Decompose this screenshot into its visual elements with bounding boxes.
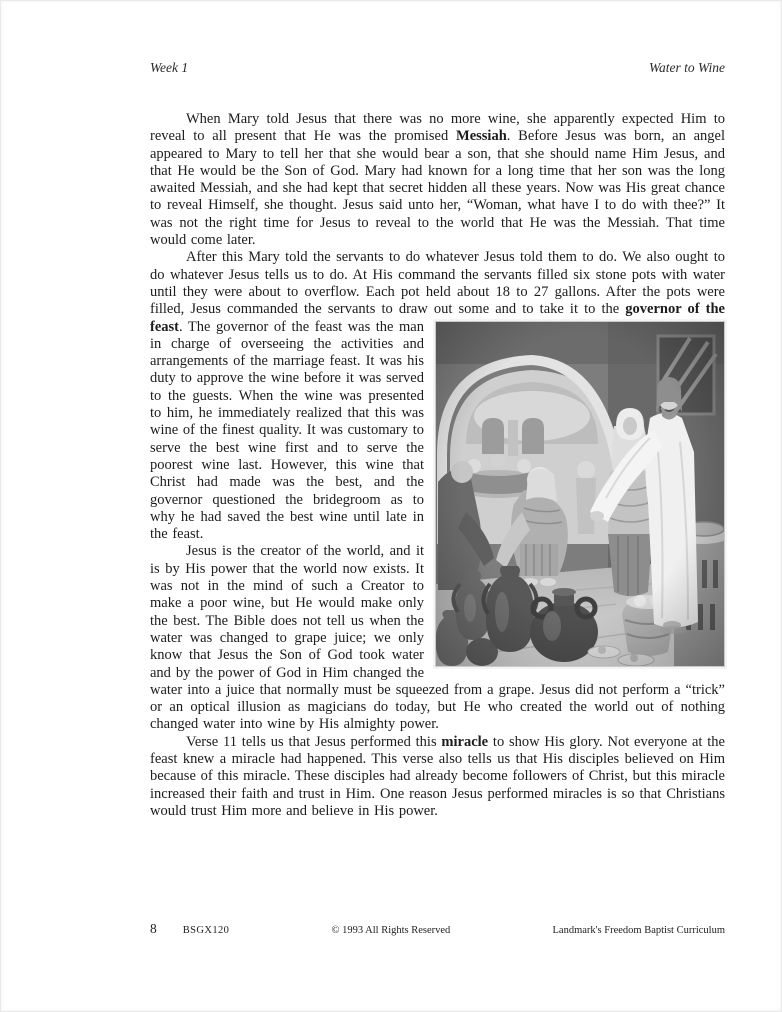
body-text [150,111,725,820]
text-segment-bold: miracle [441,733,489,750]
cana-miracle-artwork [436,322,724,666]
paragraph [150,111,725,249]
header-title: Water to Wine [649,60,725,75]
text-segment: . The governor of the feast was the man in charge of overseeing the activities and arrangements of the marriage feast. It was his duty to approve the wine before it was served to the guests. When the wine was presented to him, he immediately realized that this was wine of the finest quality. It was customary to serve the best wine first and to serve the poorest wine last. However, this wine that Christ had made was the best, and the governor questioned the bridegroom as to why he had saved the best wine until late in the feast. [150,318,424,543]
text-segment: to show His glory. Not everyone at the feast knew a miracle had happened. This verse also tells us that His disciples believed on Him because of this miracle. These disciples had already become followers of Christ, but this miracle increased their faith and trust in Him. One reason Jesus performed miracles is so that Christians would trust Him more and believe in His power. [150,733,725,819]
text-segment: . Before Jesus was born, an angel appeared to Mary to tell her that she would bear a son, that she should name Him Jesus, and that He would be the Son of God. Mary had known for a long time that her son was the long awaited Messiah, and she had kept that secret hidden all these years. Now was His great chance to reveal Himself, she thought. Jesus said unto her, “Woman, what have I to do with thee?” It was not the right time for Jesus to reveal to the world that He was the Messiah. That time would come later. [150,128,726,249]
text-segment: After this Mary told the servants to do whatever Jesus told them to do. We also ought to do whatever Jesus tells us to do. At His command the servants filled six stone pots with water until they were about to overflow. Each pot held about 18 to 27 gallons. After the pots were filled, Jesus commanded the servants to draw out some and to take it to the [150,249,725,318]
footer-left-group [150,921,229,937]
page-footer [150,921,725,937]
text-segment-bold: Messiah [456,128,507,145]
page-number: 8 [150,921,157,936]
text-segment: When Mary told Jesus that there was no more wine, she apparently expected Him to reveal to all present that He was the promised [150,111,725,145]
paragraph [150,734,725,820]
page-header [150,60,725,76]
text-segment-bold: governor of the feast [150,301,725,335]
curriculum-code: BSGX120 [182,925,230,936]
cana-miracle-illustration [435,321,725,667]
paragraph [150,249,725,543]
text-segment: Verse 11 tells us that Jesus performed this [186,733,442,750]
copyright-notice: © 1993 All Rights Reserved [331,925,451,936]
publisher-name: Landmark's Freedom Baptist Curriculum [552,925,725,936]
header-week-label: Week 1 [150,60,189,75]
text-segment: Jesus is the creator of the world, and it is by His power that the world now exists. It was not in the mind of such a Creator to make a poor wine, but He would make only the best. The Bible does not tell us when the water was changed to grape juice; we only know that Jesus the Son of God took water and by the power of God in Him changed the water into a juice that normally must be squeezed from a grape. Jesus did not perform a “trick” or an optical illusion as magicians do today, but He who created the world out of nothing changed water into wine by His almighty power. [150,543,725,733]
